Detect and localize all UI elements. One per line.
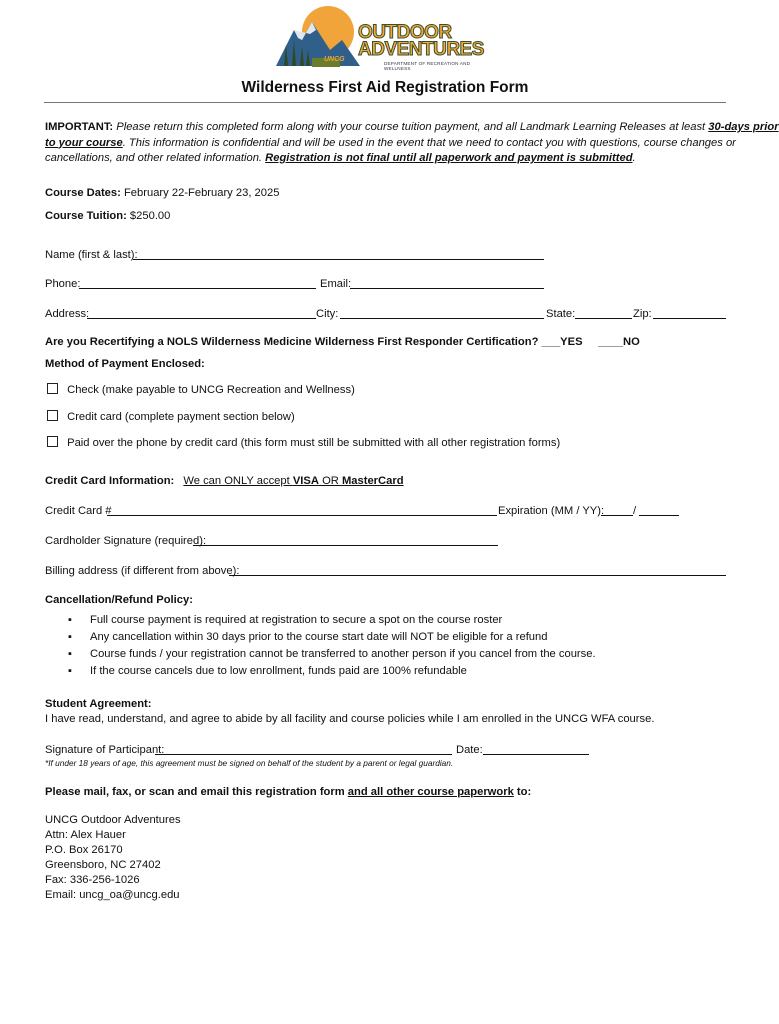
guardian-footnote: *If under 18 years of age, this agreement must be signed on behalf of the student by a parent or legal guardian. xyxy=(45,758,454,768)
mail-instructions-emphasis: and all other course paperwork xyxy=(347,786,514,798)
address-line: Attn: Alex Hauer xyxy=(45,829,126,841)
important-emphasis-final: Registration is not final until all paperwork and payment is submitted xyxy=(265,152,633,164)
participant-signature-label: Signature of Participant: xyxy=(45,744,165,756)
payment-option-credit-card[interactable] xyxy=(47,410,295,424)
payment-option-phone[interactable] xyxy=(47,436,560,450)
mountain-sun-icon xyxy=(272,0,364,72)
expiration-label: Expiration (MM / YY): xyxy=(498,505,605,517)
city-field[interactable] xyxy=(340,306,544,319)
course-tuition-label: Course Tuition: xyxy=(45,210,127,222)
policy-item: ▪ Course funds / your registration cannot be transferred to another person if you cancel from the course. xyxy=(45,646,735,663)
important-text-3: cancellations, and other related information. xyxy=(45,152,266,164)
important-end: . xyxy=(632,152,636,164)
outdoor-adventures-logo xyxy=(272,0,482,72)
course-tuition-value: $250.00 xyxy=(126,210,171,222)
billing-address-field[interactable] xyxy=(229,563,726,576)
checkbox[interactable] xyxy=(47,383,58,394)
student-agreement-heading: Student Agreement: xyxy=(45,698,152,710)
state-field[interactable] xyxy=(575,306,632,319)
refund-policy-heading: Cancellation/Refund Policy: xyxy=(45,594,193,606)
refund-policy-list xyxy=(45,612,735,680)
name-field[interactable] xyxy=(133,247,544,260)
form-title: Wilderness First Aid Registration Form xyxy=(241,79,529,96)
address-label: Address: xyxy=(45,308,90,320)
policy-item: ▪ If the course cancels due to low enrollment, funds paid are 100% refundable xyxy=(45,663,735,680)
course-dates-label: Course Dates: xyxy=(45,187,121,199)
important-emphasis-30-days: 30-days prior xyxy=(708,121,779,133)
email-field[interactable] xyxy=(350,276,544,289)
mail-instructions-end: to: xyxy=(513,786,532,798)
cardholder-signature-field[interactable] xyxy=(193,533,498,546)
date-field[interactable] xyxy=(483,742,589,755)
visa-label: VISA xyxy=(292,475,319,487)
credit-card-heading-row xyxy=(45,474,404,488)
credit-card-note xyxy=(183,475,403,487)
date-label: Date: xyxy=(456,744,483,756)
course-dates-value: February 22-February 23, 2025 xyxy=(120,187,280,199)
address-line: UNCG Outdoor Adventures xyxy=(45,814,181,826)
payment-option-check[interactable] xyxy=(47,383,355,397)
card-number-field[interactable] xyxy=(107,503,497,516)
credit-card-heading: Credit Card Information: xyxy=(45,475,175,487)
checkbox[interactable] xyxy=(47,436,58,447)
email-label: Email: xyxy=(320,278,352,290)
zip-label: Zip: xyxy=(633,308,652,320)
recertification-question[interactable]: Are you Recertifying a NOLS Wilderness Medicine Wilderness First Responder Certification? ___YES ____NO xyxy=(45,336,640,348)
or-label: OR xyxy=(318,475,342,487)
logo-line-adventures: ADVENTURES xyxy=(358,39,484,60)
course-dates xyxy=(45,186,279,200)
address-line: P.O. Box 26170 xyxy=(45,844,123,856)
course-tuition xyxy=(45,209,170,223)
title-divider xyxy=(44,102,726,103)
logo-line-outdoor: OUTDOOR xyxy=(358,22,452,43)
address-line: Email: uncg_oa@uncg.edu xyxy=(45,889,180,901)
important-notice xyxy=(45,120,779,167)
expiration-year-field[interactable] xyxy=(639,503,679,516)
address-line: Greensboro, NC 27402 xyxy=(45,859,161,871)
important-text-1: Please return this completed form along with your course tuition payment, and all Landmark Learning Releases at least xyxy=(113,121,709,133)
name-label: Name (first & last): xyxy=(45,249,138,261)
cardholder-signature-label: Cardholder Signature (required): xyxy=(45,535,207,547)
participant-signature-field[interactable] xyxy=(155,742,452,755)
payment-method-heading: Method of Payment Enclosed: xyxy=(45,358,205,370)
state-label: State: xyxy=(546,308,576,320)
phone-field[interactable] xyxy=(79,276,316,289)
address-line: Fax: 336-256-1026 xyxy=(45,874,140,886)
mailing-address-block xyxy=(45,813,181,903)
important-text-2: . This information is confidential and will be used in the event that we need to contact you with questions, course changes or xyxy=(122,136,736,149)
logo-badge: UNCG xyxy=(324,56,345,63)
important-label: IMPORTANT: xyxy=(45,121,114,133)
policy-item: ▪ Full course payment is required at registration to secure a spot on the course roster xyxy=(45,612,735,629)
card-number-label: Credit Card # xyxy=(45,505,112,517)
phone-label: Phone: xyxy=(45,278,81,290)
city-label: City: xyxy=(316,308,339,320)
checkbox[interactable] xyxy=(47,410,58,421)
payment-option-label: Check (make payable to UNCG Recreation and Wellness) xyxy=(67,384,355,396)
logo-subtitle: DEPARTMENT OF RECREATION AND WELLNESS xyxy=(384,61,471,71)
address-field[interactable] xyxy=(87,306,316,319)
mail-instructions-text: Please mail, fax, or scan and email this registration form xyxy=(45,786,348,798)
expiration-slash: / xyxy=(633,505,637,517)
credit-card-note-text: We can ONLY accept xyxy=(183,475,293,487)
important-emphasis-course: to your course xyxy=(45,136,123,149)
expiration-month-field[interactable] xyxy=(601,503,633,516)
zip-field[interactable] xyxy=(653,306,726,319)
mastercard-label: MasterCard xyxy=(341,475,404,487)
student-agreement-text: I have read, understand, and agree to abide by all facility and course policies while I am enrolled in the UNCG WFA course. xyxy=(45,713,655,725)
payment-option-label: Credit card (complete payment section below) xyxy=(67,411,295,423)
payment-option-label: Paid over the phone by credit card (this form must still be submitted with all other registration forms) xyxy=(67,437,561,449)
policy-item: ▪ Any cancellation within 30 days prior to the course start date will NOT be eligible for a refund xyxy=(45,629,735,646)
billing-address-label: Billing address (if different from above): xyxy=(45,565,240,577)
mail-instructions xyxy=(45,785,531,799)
